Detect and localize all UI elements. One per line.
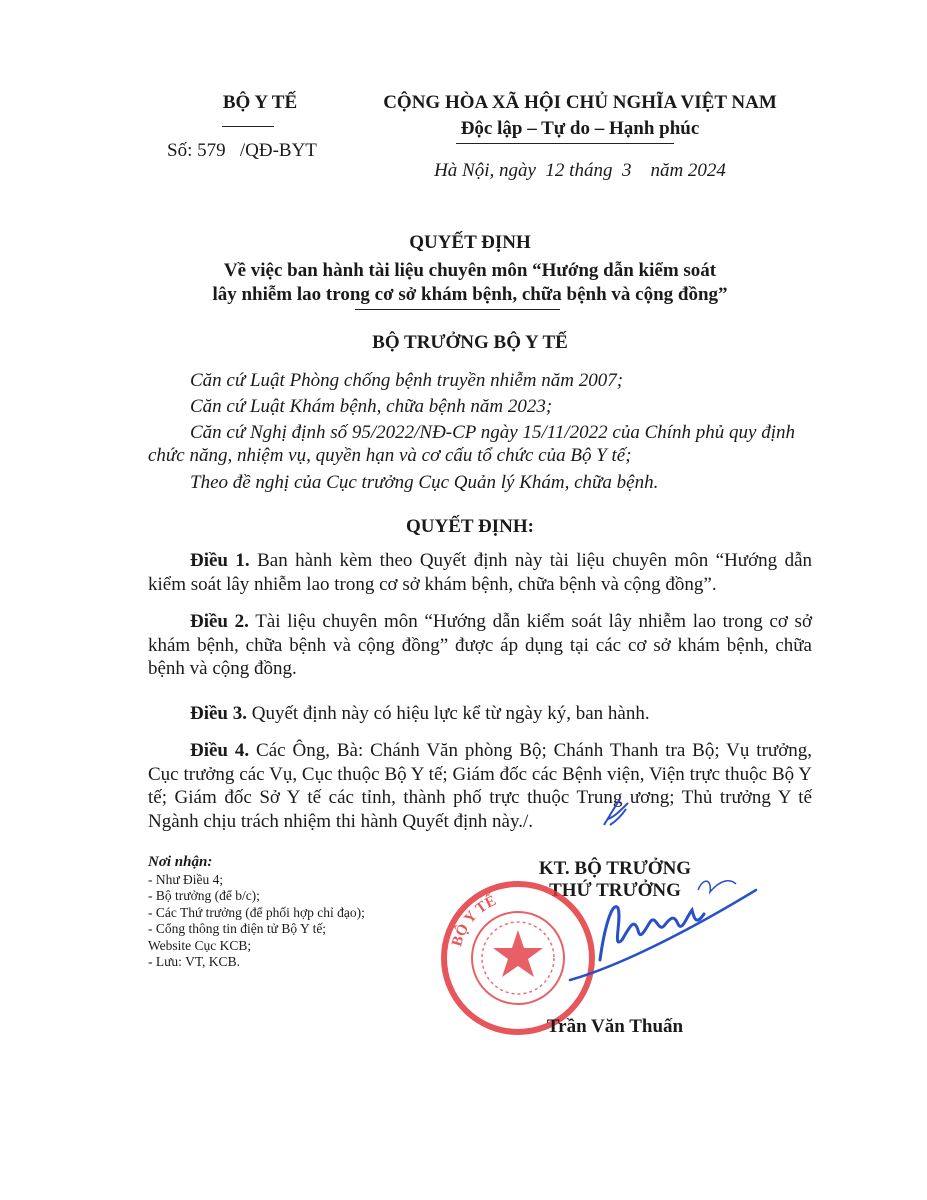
issuing-organization: BỘ Y TẾ — [222, 92, 298, 113]
recipient-item: Website Cục KCB; — [148, 937, 252, 953]
recipient-item: - Bộ trưởng (để b/c); — [148, 888, 260, 903]
motto-underline — [456, 143, 674, 144]
signer-name: Trần Văn Thuấn — [546, 1016, 684, 1037]
svg-text:BỘ Y TẾ: BỘ Y TẾ — [449, 892, 499, 949]
legal-basis-1: Căn cứ Luật Phòng chống bệnh truyền nhiễm năm 2007; — [190, 370, 624, 391]
recipient-item: - Lưu: VT, KCB. — [148, 954, 240, 969]
document-subject-line-1: Về việc ban hành tài liệu chuyên môn “Hướng dẫn kiểm soát — [223, 260, 717, 281]
handwritten-signature — [560, 870, 760, 990]
article-2: Điều 2. Tài liệu chuyên môn “Hướng dẫn kiểm soát lây nhiễm lao trong cơ sở khám bệnh, chữa bệnh và cộng đồng” được áp dụng tại các cơ sở khám bệnh, chữa bệnh và cộng đồng. — [148, 611, 812, 679]
legal-basis-4: Theo đề nghị của Cục trưởng Cục Quản lý Khám, chữa bệnh. — [190, 472, 659, 493]
article-4: Điều 4. Các Ông, Bà: Chánh Văn phòng Bộ; Chánh Thanh tra Bộ; Vụ trưởng, Cục trưởng các Vụ, Cục thuộc Bộ Y tế; Giám đốc các Bệnh viện, Viện trực thuộc Bộ Y tế; Giám đốc Sở Y tế các tỉnh, thành phố trực thuộc Trung ương; Thủ trưởng Y tế Ngành chịu trách nhiệm thi hành Quyết định này./. — [148, 740, 813, 832]
signer-role-line-1: KT. BỘ TRƯỞNG — [538, 858, 692, 879]
document-number: Số: 579 /QĐ-BYT — [167, 140, 317, 161]
recipients-block — [148, 854, 448, 971]
document-type-heading: QUYẾT ĐỊNH — [409, 232, 531, 253]
signer-role-line-2: THỨ TRƯỞNG — [549, 880, 681, 901]
recipient-item: - Như Điều 4; — [148, 871, 224, 887]
issuer-heading: BỘ TRƯỞNG BỘ Y TẾ — [372, 332, 568, 353]
legal-basis-3: Căn cứ Nghị định số 95/2022/NĐ-CP ngày 15/11/2022 của Chính phủ quy định chức năng, nhiệm vụ, quyền hạn và cơ cấu tổ chức của Bộ Y tế; — [148, 422, 795, 466]
recipient-item: - Các Thứ trưởng (để phối hợp chỉ đạo); — [148, 904, 365, 920]
legal-basis-2: Căn cứ Luật Khám bệnh, chữa bệnh năm 2023; — [190, 396, 553, 417]
national-motto: Độc lập – Tự do – Hạnh phúc — [460, 118, 700, 139]
decision-heading: QUYẾT ĐỊNH: — [406, 516, 534, 537]
initial-mark — [598, 795, 634, 831]
article-3: Điều 3. Quyết định này có hiệu lực kể từ ngày ký, ban hành. — [190, 703, 650, 724]
article-1: Điều 1. Ban hành kèm theo Quyết định này tài liệu chuyên môn “Hướng dẫn kiểm soát lây nhiễm lao trong cơ sở khám bệnh, chữa bệnh và cộng đồng”. — [148, 550, 812, 595]
document-subject-line-2: lây nhiễm lao trong cơ sở khám bệnh, chữa bệnh và cộng đồng” — [212, 284, 728, 305]
place-and-date: Hà Nội, ngày 12 tháng 3 năm 2024 — [434, 160, 726, 181]
subject-underline — [355, 309, 560, 310]
org-underline — [222, 126, 274, 127]
recipient-item: - Cổng thông tin điện tử Bộ Y tế; — [148, 921, 327, 936]
national-title: CỘNG HÒA XÃ HỘI CHỦ NGHĨA VIỆT NAM — [383, 92, 777, 113]
recipients-title: Nơi nhận: — [148, 854, 213, 870]
